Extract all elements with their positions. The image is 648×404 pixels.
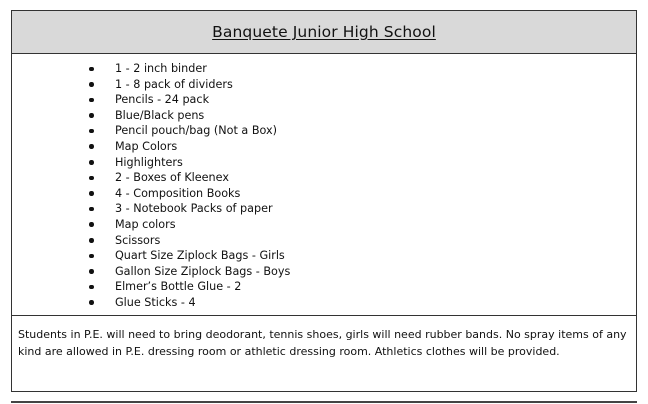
bullet-icon (89, 191, 94, 196)
bullet-icon (89, 67, 94, 72)
supply-text: Elmer’s Bottle Glue - 2 (115, 280, 242, 294)
bottom-rule (11, 401, 637, 403)
table-header (12, 11, 636, 54)
list-item (12, 92, 636, 108)
list-item (12, 155, 636, 171)
bullet-icon (89, 160, 94, 165)
supply-text: Highlighters (115, 155, 183, 169)
supply-text: Blue/Black pens (115, 108, 205, 122)
bullet-icon (89, 113, 94, 118)
supply-text: 1 - 2 inch binder (115, 62, 207, 75)
list-item (12, 186, 636, 202)
pe-note-text: Students in P.E. will need to bring deodorant, tennis shoes, girls will need rubber bands. No spray items of any kind are allowed in P.E. dressing room or athletic dressing room. Athletics clothes will be provided. (18, 328, 627, 358)
list-item (12, 61, 636, 77)
supply-text: Gallon Size Ziplock Bags - Boys (115, 264, 291, 278)
list-item (12, 170, 636, 186)
list-item (12, 108, 636, 124)
list-item (12, 77, 636, 93)
list-item (12, 295, 636, 311)
bullet-icon (89, 300, 94, 305)
supply-list (12, 61, 636, 311)
supply-text: 2 - Boxes of Kleenex (115, 171, 229, 185)
bullet-icon (89, 269, 94, 274)
bullet-icon (89, 144, 94, 149)
school-title: Banquete Junior High School (212, 23, 436, 41)
supply-text: Map Colors (115, 139, 178, 153)
list-item (12, 264, 636, 280)
list-item (12, 233, 636, 249)
bullet-icon (89, 98, 94, 103)
bullet-icon (89, 222, 94, 227)
supplies-cell (12, 54, 636, 316)
supply-text: Glue Sticks - 4 (115, 295, 196, 309)
supply-text: 4 - Composition Books (115, 186, 241, 200)
list-item (12, 248, 636, 264)
bullet-icon (89, 238, 94, 243)
supply-text: Pencil pouch/bag (Not a Box) (115, 124, 277, 138)
list-item (12, 201, 636, 217)
supply-list-table (11, 10, 637, 392)
pe-note-cell (12, 316, 636, 360)
supply-text: Map colors (115, 217, 176, 231)
supply-text: Quart Size Ziplock Bags - Girls (115, 249, 285, 263)
bullet-icon (89, 176, 94, 181)
bullet-icon (89, 82, 94, 87)
list-item (12, 123, 636, 139)
list-item (12, 217, 636, 233)
list-item (12, 139, 636, 155)
supply-text: Scissors (115, 233, 161, 247)
supply-text: Pencils - 24 pack (115, 93, 210, 107)
supply-text: 3 - Notebook Packs of paper (115, 202, 273, 216)
bullet-icon (89, 285, 94, 290)
bullet-icon (89, 207, 94, 212)
supply-text: 1 - 8 pack of dividers (115, 77, 233, 91)
list-item (12, 279, 636, 295)
bullet-icon (89, 129, 94, 134)
bullet-icon (89, 254, 94, 259)
